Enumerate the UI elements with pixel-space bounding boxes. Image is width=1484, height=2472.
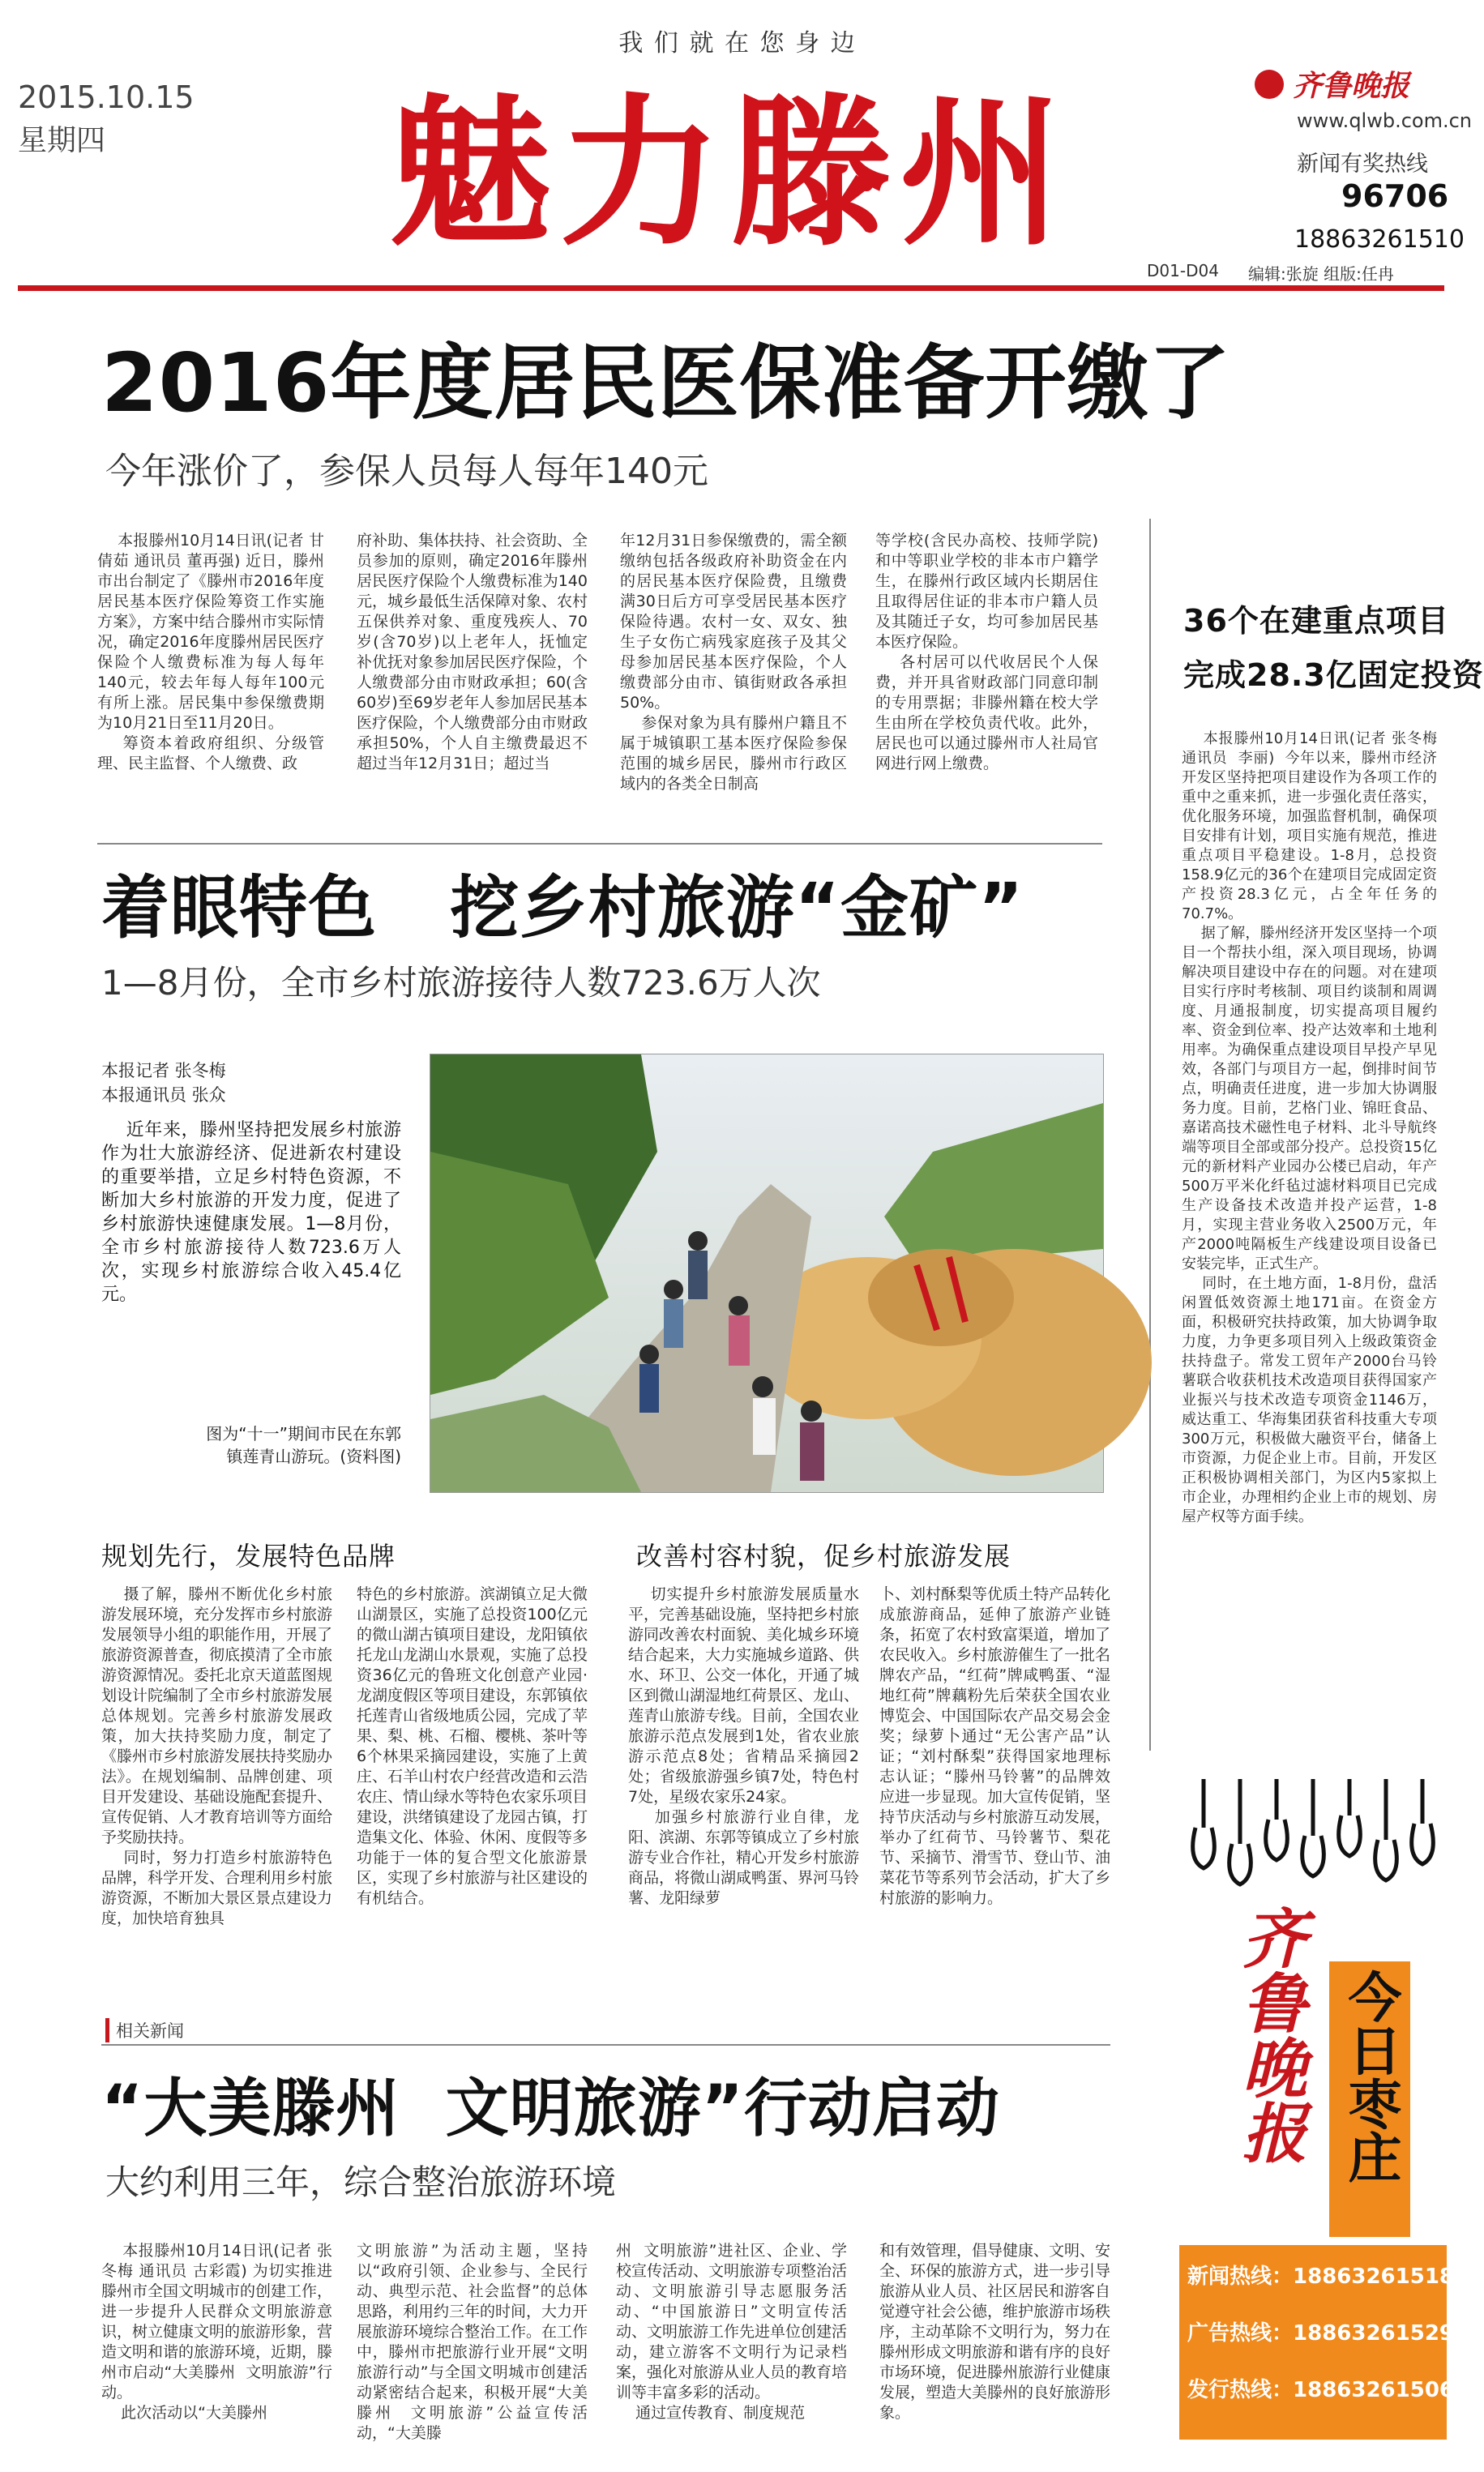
contact-phone: 18863261510	[1294, 225, 1465, 254]
slogan: 我 们 就 在 您 身 边	[618, 29, 857, 58]
story3-headline: “大美滕州 文明旅游”行动启动	[101, 2072, 1000, 2145]
related-news-label: 相关新闻	[105, 2018, 184, 2042]
ad-row-news	[1187, 2260, 1454, 2290]
ad-row-ads	[1187, 2316, 1454, 2346]
section1-title: 规划先行，发展特色品牌	[101, 1541, 396, 1572]
section2-title: 改善村容村貌，促乡村旅游发展	[636, 1541, 1011, 1572]
sidebar-headline-1: 36个在建重点项目	[1183, 603, 1449, 639]
story2-subhead: 1—8月份，全市乡村旅游接待人数723.6万人次	[101, 963, 821, 1003]
brand-emblem-icon	[1255, 70, 1284, 99]
hotline-number: 96706	[1341, 178, 1449, 214]
section1-col2: 特色的乡村旅游。滨湖镇立足大微山湖景区，实施了总投资100亿元的微山湖古镇项目建设，龙阳镇依托龙山龙湖山水景观，实施了总投资36亿元的鲁班文化创意产业园·龙湖度假区等项目建设，东郭镇依托莲青山省级地质公园，完成了苹果、梨、桃、石榴、樱桃、茶叶等6个林果采摘园建设，实施了上黄庄、石羊山村农户经营改造和云浩农庄、情山绿水等特色农家乐项目建设，洪绪镇建设了龙园古镇，打造集文化、体验、休闲、度假等多功能于一体的复合型文化旅游景区，实现了乡村旅游与社区建设的有机结合。	[357, 1585, 588, 1907]
telephone-handsets-icon	[1179, 1771, 1447, 1892]
story1-col4: 等学校(含民办高校、技师学院)和中等职业学校的非本市户籍学生，在滕州行政区域内长期居住且取得居住证的非本市户籍人员及其随迁子女，均可参加居民基本医疗保险。 各村居可以代收居民个人保费，并开具省财政部门同意印制的专用票据；非滕州籍在校大学生由所在学校负责代收。此外，居民也可以通过滕州市人社局官网进行网上缴费。	[875, 532, 1098, 772]
hiking-scene	[430, 1054, 1103, 1492]
ad-hotline-box	[1179, 2245, 1455, 2440]
editor-credits: 编辑:张旋 组版:任冉	[1248, 264, 1394, 284]
page-range: D01-D04	[1147, 261, 1219, 280]
issue-weekday: 星期四	[18, 124, 106, 157]
story3-col2: 文明旅游”为活动主题，坚持以“政府引领、企业参与、全民行动、典型示范、社会监督”的总体思路，利用约三年的时间，大力开展旅游环境综合整治工作。在工作中，滕州市把旅游行业开展“文明旅游行动”与全国文明城市创建活动紧密结合起来，积极开展“大美滕州 文明旅游”公益宣传活动，“大美滕	[357, 2242, 588, 2442]
story3-col4: 和有效管理，倡导健康、文明、安全、环保的旅游方式，进一步引导旅游从业人员、社区居民和游客自觉遵守社会公德，维护旅游市场秩序，主动革除不文明行为，努力在滕州形成文明旅游和谐有序的良好市场环境，促进滕州旅游行业健康发展，塑造大美滕州的良好旅游形象。	[879, 2242, 1111, 2422]
story3-col1: 本报滕州10月14日讯(记者 张冬梅 通讯员 古彩霞) 为切实推进滕州市全国文明城市的创建工作，进一步提升人民群众文明旅游意识，树立健康文明的旅游形象，营造文明和谐的旅游环境，近期，滕州市启动“大美滕州 文明旅游”行动。 此次活动以“大美滕州	[101, 2242, 333, 2422]
masthead-divider	[18, 285, 1444, 291]
masthead	[0, 0, 1472, 300]
story1-col1: 本报滕州10月14日讯(记者 甘倩茹 通讯员 董再强) 近日，滕州市出台制定了《滕州市2016年度居民基本医疗保险筹资工作实施方案》，方案中结合滕州市实际情况，确定2016年度滕州居民医疗保险个人缴费标准为每人每年140元，较去年每人每年100元有所上涨。居民集中参保缴费期为10月21日至11月20日。 筹资本着政府组织、分级管理、民主监督、个人缴费、政	[97, 532, 324, 772]
story1-subhead: 今年涨价了，参保人员每人每年140元	[105, 451, 708, 492]
story1-col3: 年12月31日参保缴费的，需全额缴纳包括各级政府补助资金在内的居民基本医疗保险费，且缴费满30日后方可享受居民基本医疗保险待遇。农村一女、双女、独生子女伤亡病残家庭孩子及其父母参加居民基本医疗保险，个人缴费部分由市、镇街财政各承担50%。 参保对象为具有滕州户籍且不属于城镇职工基本医疗保险参保范围的城乡居民，滕州市行政区域内的各类全日制高	[620, 532, 847, 793]
brand-logo	[1255, 63, 1449, 104]
ad-row-distribution-label: 发行热线：	[1187, 2378, 1294, 2402]
ad-slogan-box	[1329, 1961, 1410, 2237]
story3-col3: 州 文明旅游”进社区、企业、学校宣传活动、文明旅游专项整治活动、文明旅游引导志愿服务活动、“中国旅游日”文明宣传活动、文明旅游工作先进单位创建活动，建立游客不文明行为记录档案，强化对旅游从业人员的教育培训等丰富多彩的活动。 通过宣传教育、制度规范	[616, 2242, 848, 2422]
section2-col1: 切实提升乡村旅游发展质量水平，完善基础设施，坚持把乡村旅游同改善农村面貌、美化城乡环境结合起来，大力实施城乡道路、供水、环卫、公交一体化，开通了城区到微山湖湿地红荷景区、龙山、莲青山旅游专线。目前，全国农业旅游示范点发展到1处，省农业旅游示范点8处；省精品采摘园2处；省级旅游强乡镇7处，特色村7处，星级农家乐24家。 加强乡村旅游行业自律，龙阳、滨湖、东郭等镇成立了乡村旅游专业合作社，精心开发乡村旅游商品，将微山湖咸鸭蛋、界河马铃薯、龙阳绿萝	[628, 1585, 860, 1907]
brand-name: 齐鲁晚报	[1293, 69, 1410, 103]
ad-brand-vertical: 齐鲁晚报	[1231, 1905, 1307, 2164]
related-rule	[101, 2044, 1110, 2046]
page-title: 魅力滕州	[388, 79, 1070, 268]
story2-byline-correspondent: 本报通讯员 张众	[101, 1085, 226, 1105]
hiking-photo	[430, 1054, 1104, 1493]
story1-col2: 府补助、集体扶持、社会资助、全员参加的原则，确定2016年滕州居民医疗保险个人缴费标准为140元，城乡最低生活保障对象、农村五保供养对象、重度残疾人、70岁(含70岁)以上老年人，抚恤定补优抚对象参加居民医疗保险，个人缴费部分由市财政承担；60(含60岁)至69岁老年人参加居民基本医疗保险，个人缴费部分由市财政承担50%，个人自主缴费最迟不超过当年12月31日；超过当	[357, 532, 588, 772]
ad-slogan: 今日枣庄	[1339, 1969, 1401, 2183]
story1-headline: 2016年度居民医保准备开缴了	[101, 336, 1231, 430]
story2-lead: 近年来，滕州坚持把发展乡村旅游作为壮大旅游经济、促进新农村建设的重要举措，立足乡村特色资源，不断加大乡村旅游的开发力度，促进了乡村旅游快速健康发展。1—8月份，全市乡村旅游接待人数723.6万人次，实现乡村旅游综合收入45.4亿元。	[101, 1120, 401, 1305]
ad-row-distribution-number: 18863261506	[1293, 2378, 1455, 2402]
ad-row-news-label: 新闻热线：	[1187, 2265, 1294, 2289]
story2-headline: 着眼特色 挖乡村旅游“金矿”	[101, 868, 1024, 947]
photo-caption: 图为“十一”期间市民在东郭镇莲青山游玩。(资料图)	[206, 1424, 401, 1466]
website[interactable]: www.qlwb.com.cn	[1297, 109, 1472, 132]
ad-row-distribution	[1187, 2373, 1454, 2403]
issue-date: 2015.10.15	[18, 79, 195, 115]
ad-row-news-number: 18863261518	[1293, 2265, 1455, 2289]
section2-col2: 卜、刘村酥梨等优质土特产品转化成旅游商品，延伸了旅游产业链条，拓宽了农村致富渠道，增加了农民收入。乡村旅游催生了一批名牌农产品，“红荷”牌咸鸭蛋、“湿地红荷”牌藕粉先后荣获全国农业博览会、中国国际农产品交易会金奖；绿萝卜通过“无公害产品”认证；“刘村酥梨”获得国家地理标志认证；“滕州马铃薯”的品牌效应进一步显现。加大宣传促销，坚持节庆活动与乡村旅游互动发展，举办了红荷节、马铃薯节、梨花节、采摘节、滑雪节、登山节、油菜花节等系列节会活动，扩大了乡村旅游的影响力。	[879, 1585, 1111, 1907]
story2-byline-reporter: 本报记者 张冬梅	[101, 1061, 226, 1080]
story3-subhead: 大约利用三年，综合整治旅游环境	[105, 2162, 617, 2202]
ad-row-ads-label: 广告热线：	[1187, 2321, 1294, 2346]
hotline-label: 新闻有奖热线	[1297, 152, 1428, 177]
sidebar-divider	[1149, 519, 1151, 1751]
sidebar-body: 本报滕州10月14日讯(记者 张冬梅 通讯员 李丽) 今年以来，滕州市经济开发区坚持把项目建设作为各项工作的重中之重来抓，进一步强化责任落实，优化服务环境，加强监督机制，确保项目安排有计划，项目实施有规范，推进重点项目平稳建设。1-8月，总投资158.9亿元的36个在建项目完成固定资产投资28.3亿元，占全年任务的70.7%。 据了解，滕州经济开发区坚持一个项目一个帮扶小组，深入项目现场，协调解决项目建设中存在的问题。对在建项目实行序时考核制、项目约谈制和周调度、月通报制度，切实提高项目履约率、资金到位率、投产达效率和土地利用率。为确保重点建设项目早投产早见效，各部门与项目方一起，倒排时间节点，明确责任进度，进一步加大协调服务力度。目前，艺格门业、锦旺食品、嘉诺高技术磁性电子材料、北斗导航终端等项目全部或部分投产。总投资15亿元的新材料产业园办公楼已启动，年产500万平米化纤毡过滤材料项目已完成生产设备技术改造并投产运营，1-8月，实现主营业务收入2500万元，年产2000吨隔板生产线建设项目设备已安装完毕，正式生产。 同时，在土地方面，1-8月份，盘活闲置低效资源土地171亩。在资金方面，积极研究扶持政策，加大协调争取力度，力争更多项目列入上级政策资金扶持盘子。常发工贸年产2000台马铃薯联合收获机技术改造项目获得国家产业振兴与技术改造专项资金1146万，威达重工、华海集团获省科技重大专项300万元，积极做大融资平台，储备上市资源，力促企业上市。目前，开发区正积极协调相关部门，为区内5家拟上市企业，办理相约企业上市的规划、房屋产权等方面手续。	[1182, 730, 1438, 1525]
qlwb-ad	[1179, 1771, 1455, 2460]
sidebar-headline-2: 完成28.3亿固定投资	[1183, 657, 1484, 693]
ad-row-ads-number: 18863261529	[1293, 2321, 1455, 2346]
story1-bottom-rule	[97, 843, 1102, 845]
section1-col1: 摄了解，滕州不断优化乡村旅游发展环境，充分发挥市乡村旅游发展领导小组的职能作用，开展了旅游资源普查，彻底摸清了全市旅游资源情况。委托北京天道蓝图规划设计院编制了全市乡村旅游发展总体规划。完善乡村旅游发展政策，加大扶持奖励力度，制定了《滕州市乡村旅游发展扶持奖励办法》。在规划编制、品牌创建、项目开发建设、基础设施配套提升、宣传促销、人才教育培训等方面给予奖励扶持。 同时，努力打造乡村旅游特色品牌，科学开发、合理利用乡村旅游资源，不断加大景区景点建设力度，加快培育独具	[101, 1585, 333, 1927]
